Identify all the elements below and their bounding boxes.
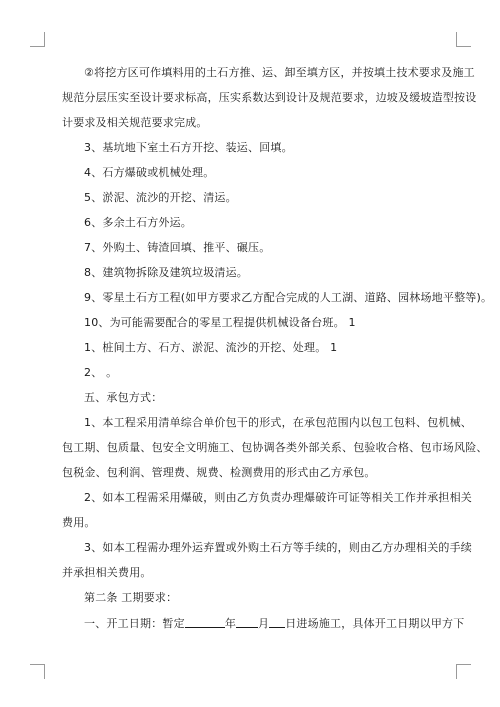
paragraph-line: 计要求及相关规范要求完成。 bbox=[62, 116, 208, 129]
paragraph-line: 3、如本工程需办理外运弃置或外购土石方等手续的，则由乙方办理相关的手续 bbox=[84, 541, 472, 554]
list-item: 10、为可能需要配合的零星工程提供机械设备台班。 1 bbox=[84, 316, 356, 329]
year-blank bbox=[185, 616, 225, 628]
list-item: 3、基坑地下室土石方开挖、装运、回填。 bbox=[84, 141, 293, 154]
month-label: 月 bbox=[258, 617, 270, 630]
crop-mark-bottom-left bbox=[30, 664, 45, 679]
paragraph-line: 并承担相关费用。 bbox=[62, 566, 152, 579]
list-item: 5、淤泥、流沙的开挖、清运。 bbox=[84, 191, 237, 204]
crop-mark-top-right bbox=[456, 32, 471, 47]
paragraph-line: 2、如本工程需采用爆破，则由乙方负责办理爆破许可证等相关工作并承担相关 bbox=[84, 491, 472, 504]
paragraph-line: 包税金、包利润、管理费、规费、检测费用的形式由乙方承包。 bbox=[62, 466, 376, 479]
paragraph-line: ②将挖方区可作填料用的土石方推、运、卸至填方区，并按填土技术要求及施工 bbox=[84, 66, 475, 79]
list-item: 2、 。 bbox=[84, 366, 118, 379]
crop-mark-top-left bbox=[30, 32, 45, 47]
crop-mark-bottom-right bbox=[456, 664, 471, 679]
list-item: 8、建筑物拆除及建筑垃圾清运。 bbox=[84, 266, 248, 279]
paragraph-line: 1、本工程采用清单综合单价包干的形式，在承包范围内以包工包料、包机械、 bbox=[84, 416, 472, 429]
list-item: 7、外购土、铸渣回填、推平、碾压。 bbox=[84, 241, 271, 254]
section-heading: 五、承包方式： bbox=[84, 391, 163, 404]
paragraph-line: 包工期、包质量、包安全文明施工、包协调各类外部关系、包验收合格、包市场风险、 bbox=[62, 441, 488, 454]
start-date-prefix: 一、开工日期：暂定 bbox=[84, 617, 185, 630]
start-date-suffix: 日进场施工，具体开工日期以甲方下 bbox=[285, 617, 465, 630]
paragraph-line: 费用。 bbox=[62, 516, 96, 529]
list-item: 9、零星土石方工程(如甲方要求乙方配合完成的人工湖、道路、园林场地平整等)。 bbox=[84, 291, 493, 304]
list-item: 1、桩间土方、石方、淤泥、流沙的开挖、处理。 1 bbox=[84, 341, 338, 354]
month-blank bbox=[236, 616, 258, 628]
list-item: 6、多余土石方外运。 bbox=[84, 216, 192, 229]
year-label: 年 bbox=[224, 617, 237, 630]
day-blank bbox=[269, 616, 285, 628]
start-date-line bbox=[62, 616, 464, 631]
list-item: 4、石方爆破或机械处理。 bbox=[84, 166, 215, 179]
paragraph-line: 规范分层压实至设计要求标高，压实系数达到设计及规范要求，边坡及缓坡造型按设 bbox=[62, 91, 477, 104]
article-heading: 第二条 工期要求： bbox=[84, 591, 178, 604]
